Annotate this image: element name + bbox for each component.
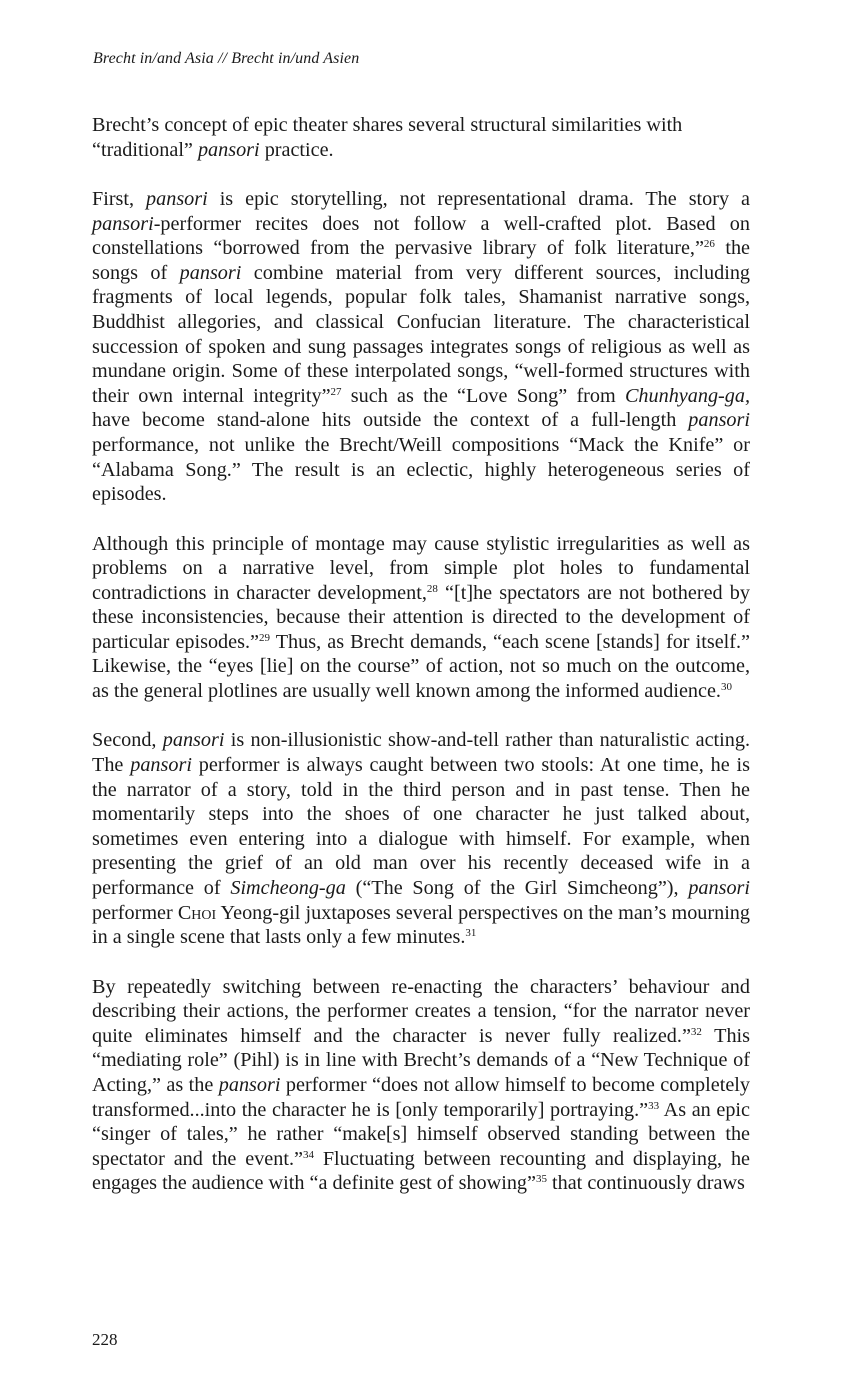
italic-term: pansori — [92, 212, 154, 235]
italic-term: pansori — [218, 1073, 281, 1096]
paragraph — [92, 113, 750, 162]
text-run: performance, not unlike the Brecht/Weill compositions “Mack the Knife” or “Alabama Song.” The result is an eclectic, highly heterogeneous series of episodes. — [92, 433, 750, 506]
text-run: As an epic “singer of tales,” he rather “make[s] himself observed standing between the spectator and the event.” — [92, 1098, 751, 1170]
text-run: Yeong-gil juxtaposes several perspectives on the man’s mourning in a single scene that lasts only a few minutes. — [92, 901, 750, 949]
text-run: Second, — [92, 729, 163, 752]
body-text — [92, 113, 750, 1221]
paragraph — [92, 532, 750, 704]
text-run: is non-illusionistic show-and-tell rather than naturalistic acting. The — [92, 729, 750, 777]
text-run: combine material from very different sources, including fragments of local legends, popular folk tales, Shamanist narrative songs, Buddhist allegories, and classical Confucian literature. The characteristical succession of spoken and sung passages integrates songs of religious as well as mundane origin. Some of these interpolated songs, “well-formed structures with their own internal integrity” — [92, 261, 751, 407]
italic-term: pansori — [197, 138, 260, 161]
footnote-ref: 28 — [426, 582, 438, 595]
paragraph — [92, 975, 750, 1196]
text-run: performer is always caught between two stools: At one time, he is the narrator of a story, told in the third person and in past tense. Then he momentarily steps into the shoes of one character he just talked about, sometimes even entering into a dialogue with himself. For example, when presenting the grief of an old man over his recently deceased wife in a performance of — [92, 754, 750, 900]
text-run: (“The Song of the Girl Simcheong”), — [345, 877, 689, 900]
footnote-ref: 29 — [258, 631, 270, 644]
text-run: is epic storytelling, not representational drama. The story a — [207, 187, 750, 210]
italic-term: pansori — [179, 261, 242, 284]
page-number: 228 — [92, 1330, 118, 1349]
text-run: such as the “Love Song” from — [341, 384, 625, 407]
text-run: First, — [92, 187, 147, 210]
italic-term: Chunhyang-ga, — [624, 384, 750, 407]
footnote-ref: 27 — [330, 385, 342, 398]
text-run: performer — [92, 901, 178, 924]
footnote-ref: 32 — [690, 1025, 702, 1038]
running-header: Brecht in/and Asia // Brecht in/und Asien — [93, 50, 360, 67]
text-run: practice. — [259, 138, 334, 161]
text-run: Fluctuating between recounting and displaying, he engages the audience with “a definite gest of showing” — [92, 1147, 750, 1195]
footnote-ref: 33 — [648, 1099, 660, 1112]
name-smallcaps: Choi — [177, 901, 217, 924]
italic-term: pansori — [688, 409, 750, 432]
text-run: This “mediating role” (Pihl) is in line with Brecht’s demands of a “New Technique of Acting,” as the — [92, 1024, 750, 1096]
text-run: have become stand-alone hits outside the context of a full-length — [92, 409, 689, 432]
italic-term: pansori — [162, 729, 225, 752]
italic-term: pansori — [130, 754, 192, 777]
text-run: that continuously draws — [546, 1172, 745, 1195]
text-run: -performer recites does not follow a well-crafted plot. Based on constellations “borrowed from the pervasive library of folk literature,” — [92, 212, 750, 260]
text-run: By repeatedly switching between re-enacting the characters’ behaviour and describing their actions, the performer creates a tension, “for the narrator never quite eliminates himself and the character is never fully realized.” — [92, 975, 750, 1047]
footnote-ref: 35 — [535, 1173, 547, 1186]
footnote-ref: 26 — [703, 238, 715, 251]
footnote-ref: 30 — [720, 681, 732, 694]
text-run: Thus, as Brecht demands, “each scene [stands] for itself.” Likewise, the “eyes [lie] on the course” of action, not so much on the outcome, as the general plotlines are usually well known among the informed audience. — [92, 630, 750, 703]
text-run: Brecht’s concept of epic theater shares several structural similarities with “traditional” — [92, 114, 683, 161]
footnote-ref: 31 — [465, 927, 477, 940]
paragraph — [92, 728, 750, 949]
text-run: performer “does not allow himself to become completely transformed...into the character he is [only temporarily] portraying.” — [92, 1073, 750, 1121]
paragraph — [92, 187, 750, 507]
italic-term: pansori — [688, 877, 751, 900]
text-run: “[t]he spectators are not bothered by these inconsistencies, because their attention is directed to the development of particular episodes.” — [92, 581, 750, 653]
text-run: the songs of — [92, 237, 750, 284]
italic-term: pansori — [146, 187, 208, 210]
italic-term: Simcheong-ga — [230, 877, 346, 900]
text-run: Although this principle of montage may cause stylistic irregularities as well as problems on a narrative level, from simple plot holes to fundamental contradictions in character development, — [92, 532, 750, 604]
footnote-ref: 34 — [302, 1148, 314, 1161]
